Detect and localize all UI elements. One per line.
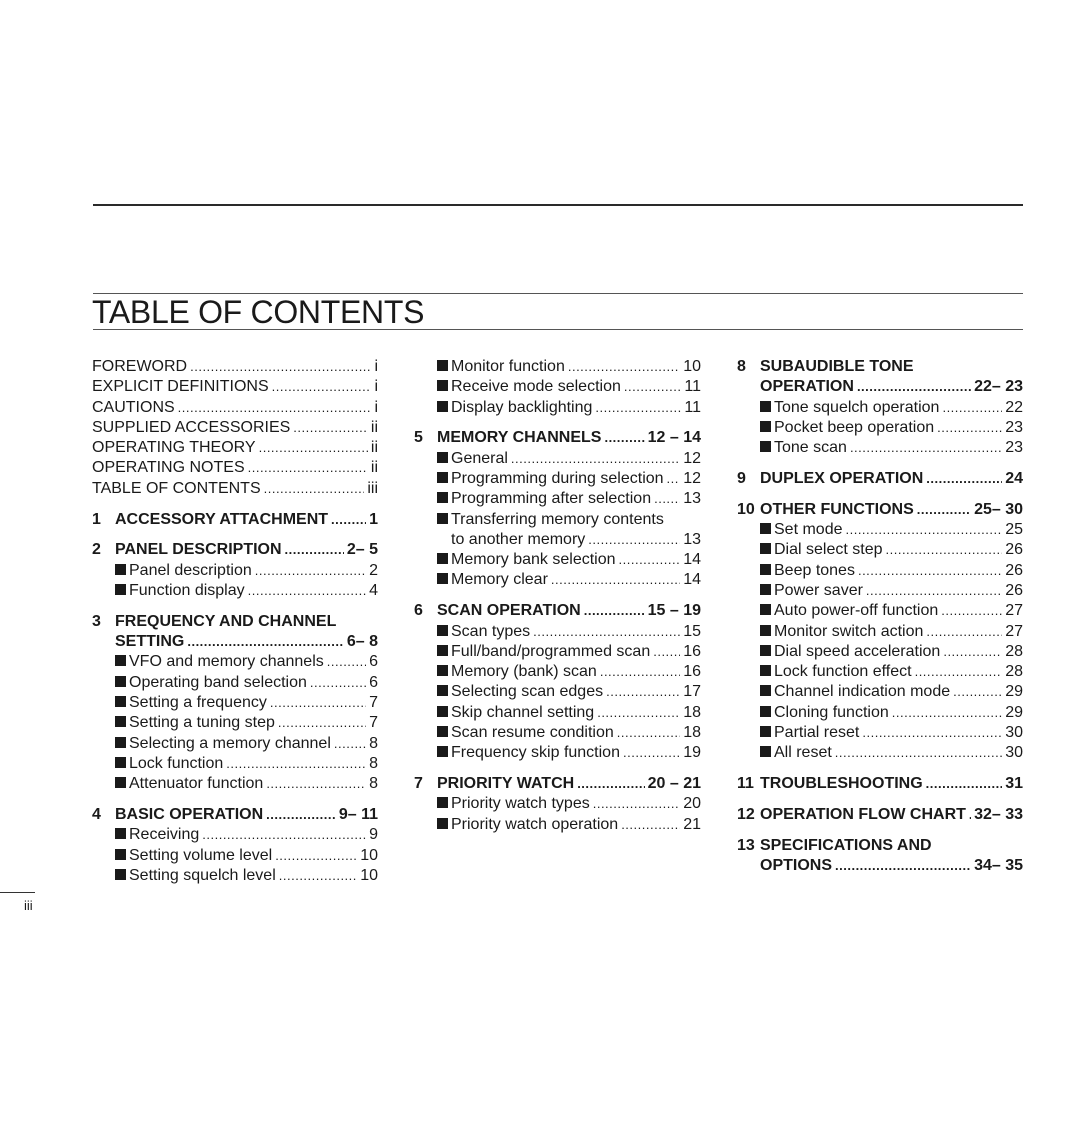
toc-subentry[interactable]: Lock function ..... 8 bbox=[92, 754, 378, 774]
toc-column-3 bbox=[737, 357, 1023, 876]
toc-section-2[interactable]: 2 PANEL DESCRIPTION ..... 2– 5 bbox=[92, 540, 378, 560]
toc-subentry[interactable]: Tone scan ..... 23 bbox=[737, 438, 1023, 458]
toc-entry[interactable]: OPERATING THEORY ..... ii bbox=[92, 438, 378, 458]
bullet-square-icon bbox=[115, 737, 126, 748]
bullet-square-icon bbox=[760, 421, 771, 432]
toc-subentry[interactable]: VFO and memory channels ..... 6 bbox=[92, 652, 378, 672]
toc-subentry[interactable]: Setting squelch level ..... 10 bbox=[92, 866, 378, 886]
toc-subentry[interactable]: Monitor function ..... 10 bbox=[414, 357, 701, 377]
bullet-square-icon bbox=[437, 553, 448, 564]
toc-section-13[interactable]: 13 SPECIFICATIONS AND bbox=[737, 836, 932, 854]
toc-section-8[interactable]: 8 SUBAUDIBLE TONE bbox=[737, 358, 914, 375]
bullet-square-icon bbox=[437, 746, 448, 757]
toc-section-6[interactable]: 6 SCAN OPERATION ..... 15 – 19 bbox=[414, 601, 701, 621]
toc-subentry[interactable]: Beep tones ..... 26 bbox=[737, 561, 1023, 581]
bullet-square-icon bbox=[437, 401, 448, 412]
toc-subentry[interactable]: Setting a frequency ..... 7 bbox=[92, 693, 378, 713]
toc-section-4[interactable]: 4 BASIC OPERATION ..... 9– 11 bbox=[92, 805, 378, 825]
bullet-square-icon bbox=[115, 716, 126, 727]
toc-subentry[interactable]: Set mode ..... 25 bbox=[737, 520, 1023, 540]
bullet-square-icon bbox=[437, 360, 448, 371]
toc-subentry[interactable]: Priority watch types ..... 20 bbox=[414, 794, 701, 814]
bullet-square-icon bbox=[115, 584, 126, 595]
bullet-square-icon bbox=[437, 645, 448, 656]
bullet-square-icon bbox=[437, 513, 448, 524]
toc-entry[interactable]: OPERATING NOTES ..... ii bbox=[92, 458, 378, 478]
toc-entry[interactable]: EXPLICIT DEFINITIONS ..... i bbox=[92, 377, 378, 397]
bullet-square-icon bbox=[437, 452, 448, 463]
toc-subentry[interactable]: Operating band selection ..... 6 bbox=[92, 673, 378, 693]
toc-subentry[interactable]: Receiving ..... 9 bbox=[92, 825, 378, 845]
bullet-square-icon bbox=[437, 797, 448, 808]
toc-subentry[interactable]: Auto power-off function ..... 27 bbox=[737, 601, 1023, 621]
bullet-square-icon bbox=[115, 777, 126, 788]
toc-subentry[interactable]: Dial select step ..... 26 bbox=[737, 540, 1023, 560]
bullet-square-icon bbox=[115, 828, 126, 839]
toc-subentry[interactable]: Scan types ..... 15 bbox=[414, 622, 701, 642]
bullet-square-icon bbox=[760, 726, 771, 737]
toc-subentry[interactable]: Panel description ..... 2 bbox=[92, 561, 378, 581]
toc-entry[interactable]: FOREWORD ..... i bbox=[92, 357, 378, 377]
toc-section-7[interactable]: 7 PRIORITY WATCH ..... 20 – 21 bbox=[414, 774, 701, 794]
toc-subentry[interactable]: Pocket beep operation ..... 23 bbox=[737, 418, 1023, 438]
bullet-square-icon bbox=[437, 706, 448, 717]
toc-subentry[interactable]: Tone squelch operation ..... 22 bbox=[737, 398, 1023, 418]
bullet-square-icon bbox=[760, 604, 771, 615]
top-rule bbox=[93, 204, 1023, 206]
bullet-square-icon bbox=[115, 655, 126, 666]
toc-section-3[interactable]: 3 FREQUENCY AND CHANNEL bbox=[92, 612, 337, 630]
toc-column-1 bbox=[92, 357, 378, 886]
bullet-square-icon bbox=[115, 676, 126, 687]
toc-subentry[interactable]: Selecting scan edges ..... 17 bbox=[414, 682, 701, 702]
bullet-square-icon bbox=[115, 849, 126, 860]
toc-section-8-cont[interactable]: OPERATION ..... 22– 23 bbox=[737, 377, 1023, 397]
page-title: TABLE OF CONTENTS bbox=[92, 294, 425, 330]
toc-section-5[interactable]: 5 MEMORY CHANNELS ..... 12 – 14 bbox=[414, 428, 701, 448]
bullet-square-icon bbox=[760, 625, 771, 636]
toc-subentry[interactable]: Dial speed acceleration ..... 28 bbox=[737, 642, 1023, 662]
toc-subentry[interactable]: Scan resume condition ..... 18 bbox=[414, 723, 701, 743]
toc-section-1[interactable]: 1 ACCESSORY ATTACHMENT ..... 1 bbox=[92, 510, 378, 530]
bullet-square-icon bbox=[437, 472, 448, 483]
bullet-square-icon bbox=[760, 401, 771, 412]
toc-section-9[interactable]: 9 DUPLEX OPERATION ..... 24 bbox=[737, 469, 1023, 489]
bullet-square-icon bbox=[437, 380, 448, 391]
bullet-square-icon bbox=[437, 685, 448, 696]
toc-subentry-cont[interactable]: to another memory ..... 13 bbox=[414, 530, 701, 550]
toc-subentry[interactable]: Memory clear ..... 14 bbox=[414, 570, 701, 590]
toc-section-10[interactable]: 10 OTHER FUNCTIONS ..... 25– 30 bbox=[737, 500, 1023, 520]
toc-subentry[interactable]: Setting a tuning step ..... 7 bbox=[92, 713, 378, 733]
toc-subentry[interactable]: Memory (bank) scan ..... 16 bbox=[414, 662, 701, 682]
bullet-square-icon bbox=[437, 726, 448, 737]
bullet-square-icon bbox=[760, 584, 771, 595]
toc-entry[interactable]: SUPPLIED ACCESSORIES ..... ii bbox=[92, 418, 378, 438]
bullet-square-icon bbox=[437, 573, 448, 584]
toc-subentry[interactable]: Monitor switch action ..... 27 bbox=[737, 622, 1023, 642]
bullet-square-icon bbox=[437, 492, 448, 503]
toc-section-12[interactable]: 12 OPERATION FLOW CHART ..... 32– 33 bbox=[737, 805, 1023, 825]
toc-subentry[interactable]: Channel indication mode ..... 29 bbox=[737, 682, 1023, 702]
toc-subentry[interactable]: Full/band/programmed scan ..... 16 bbox=[414, 642, 701, 662]
bullet-square-icon bbox=[760, 523, 771, 534]
toc-subentry[interactable]: Transferring memory contents bbox=[414, 510, 701, 530]
bullet-square-icon bbox=[115, 869, 126, 880]
bullet-square-icon bbox=[437, 818, 448, 829]
toc-entry[interactable]: TABLE OF CONTENTS ..... iii bbox=[92, 479, 378, 499]
toc-subentry[interactable]: Function display ..... 4 bbox=[92, 581, 378, 601]
toc-entry[interactable]: CAUTIONS ..... i bbox=[92, 398, 378, 418]
toc-subentry[interactable]: Skip channel setting ..... 18 bbox=[414, 703, 701, 723]
toc-subentry[interactable]: Memory bank selection ..... 14 bbox=[414, 550, 701, 570]
toc-section-11[interactable]: 11 TROUBLESHOOTING ..... 31 bbox=[737, 774, 1023, 794]
bullet-square-icon bbox=[115, 696, 126, 707]
toc-subentry[interactable]: All reset ..... 30 bbox=[737, 743, 1023, 763]
bullet-square-icon bbox=[760, 665, 771, 676]
toc-subentry[interactable]: Display backlighting ..... 11 bbox=[414, 398, 701, 418]
bullet-square-icon bbox=[760, 543, 771, 554]
toc-subentry[interactable]: Priority watch operation ..... 21 bbox=[414, 815, 701, 835]
toc-subentry[interactable]: Partial reset ..... 30 bbox=[737, 723, 1023, 743]
bullet-square-icon bbox=[437, 665, 448, 676]
toc-column-2 bbox=[414, 357, 701, 835]
toc-subentry[interactable]: Selecting a memory channel ..... 8 bbox=[92, 734, 378, 754]
toc-subentry[interactable]: Attenuator function ..... 8 bbox=[92, 774, 378, 794]
toc-subentry[interactable]: General ..... 12 bbox=[414, 449, 701, 469]
bullet-square-icon bbox=[115, 564, 126, 575]
toc-subentry[interactable]: Programming during selection ..... 12 bbox=[414, 469, 701, 489]
bullet-square-icon bbox=[115, 757, 126, 768]
bullet-square-icon bbox=[760, 645, 771, 656]
toc-subentry[interactable]: Cloning function ..... 29 bbox=[737, 703, 1023, 723]
bullet-square-icon bbox=[760, 746, 771, 757]
toc-section-13-cont[interactable]: OPTIONS ..... 34– 35 bbox=[737, 856, 1023, 876]
bullet-square-icon bbox=[760, 441, 771, 452]
toc-subentry[interactable]: Programming after selection ..... 13 bbox=[414, 489, 701, 509]
toc-subentry[interactable]: Power saver ..... 26 bbox=[737, 581, 1023, 601]
toc-subentry[interactable]: Frequency skip function ..... 19 bbox=[414, 743, 701, 763]
title-rule-bottom bbox=[93, 329, 1023, 330]
toc-subentry[interactable]: Setting volume level ..... 10 bbox=[92, 846, 378, 866]
toc-subentry[interactable]: Receive mode selection ..... 11 bbox=[414, 377, 701, 397]
bullet-square-icon bbox=[760, 564, 771, 575]
toc-section-3-cont[interactable]: SETTING ..... 6– 8 bbox=[92, 632, 378, 652]
toc-subentry[interactable]: Lock function effect ..... 28 bbox=[737, 662, 1023, 682]
page-number-rule bbox=[0, 892, 35, 893]
bullet-square-icon bbox=[760, 685, 771, 696]
page-number: iii bbox=[24, 898, 33, 913]
bullet-square-icon bbox=[760, 706, 771, 717]
bullet-square-icon bbox=[437, 625, 448, 636]
